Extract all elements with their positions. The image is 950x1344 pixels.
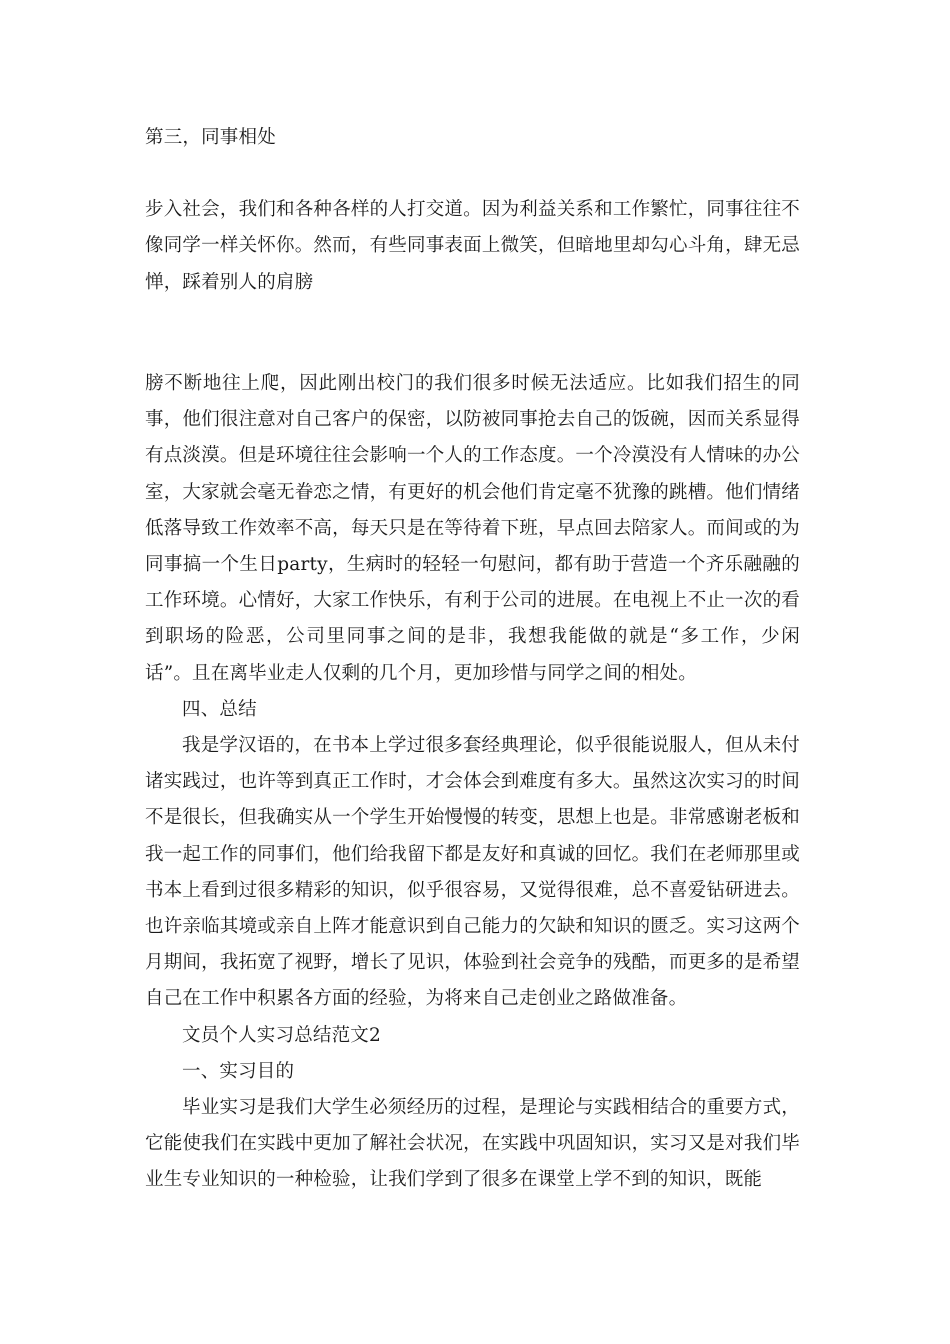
article-title-sample-2: 文员个人实习总结范文2 xyxy=(182,1024,381,1046)
document-main-block xyxy=(145,366,800,1199)
section-heading-colleagues: 第三，同事相处 xyxy=(145,127,276,148)
section-heading-summary: 四、总结 xyxy=(182,698,257,720)
section-heading-internship-purpose: 一、实习目的 xyxy=(182,1060,295,1082)
paragraph-colleagues-intro: 步入社会，我们和各种各样的人打交道。因为利益关系和工作繁忙，同事往往不像同学一样关怀你。然而，有些同事表面上微笑，但暗地里却勾心斗角，肆无忌惮，踩着别人的肩膀 xyxy=(145,199,800,293)
paragraph-summary: 我是学汉语的，在书本上学过很多套经典理论，似乎很能说服人，但从未付诸实践过，也许等到真正工作时，才会体会到难度有多大。虽然这次实习的时间不是很长，但我确实从一个学生开始慢慢的转变，思想上也是。非常感谢老板和我一起工作的同事们，他们给我留下都是友好和真诚的回忆。我们在老师那里或书本上看到过很多精彩的知识，似乎很容易，又觉得很难，总不喜爱钻研进去。也许亲临其境或亲自上阵才能意识到自己能力的欠缺和知识的匮乏。实习这两个月期间，我拓宽了视野，增长了见识，体验到社会竞争的残酷，而更多的是希望自己在工作中积累各方面的经验，为将来自己走创业之路做准备。 xyxy=(145,735,800,1010)
paragraph-colleagues-continued: 膀不断地往上爬，因此刚出校门的我们很多时候无法适应。比如我们招生的同事，他们很注意对自己客户的保密，以防被同事抢去自己的饭碗，因而关系显得有点淡漠。但是环境往往会影响一个人的工作态度。一个冷漠没有人情味的办公室，大家就会毫无眷恋之情，有更好的机会他们肯定毫不犹豫的跳槽。他们情绪低落导致工作效率不高，每天只是在等待着下班，早点回去陪家人。而间或的为同事搞一个生日party，生病时的轻轻一句慰问，都有助于营造一个齐乐融融的工作环境。心情好，大家工作快乐，有利于公司的进展。在电视上不止一次的看到职场的险恶，公司里同事之间的是非，我想我能做的就是“多工作，少闲话”。且在离毕业走人仅剩的几个月，更加珍惜与同学之间的相处。 xyxy=(145,373,800,684)
document-top-block xyxy=(145,120,800,301)
paragraph-internship-purpose: 毕业实习是我们大学生必须经历的过程，是理论与实践相结合的重要方式，它能使我们在实践中更加了解社会状况，在实践中巩固知识，实习又是对我们毕业生专业知识的一种检验，让我们学到了很多在课堂上学不到的知识，既能 xyxy=(145,1097,800,1191)
